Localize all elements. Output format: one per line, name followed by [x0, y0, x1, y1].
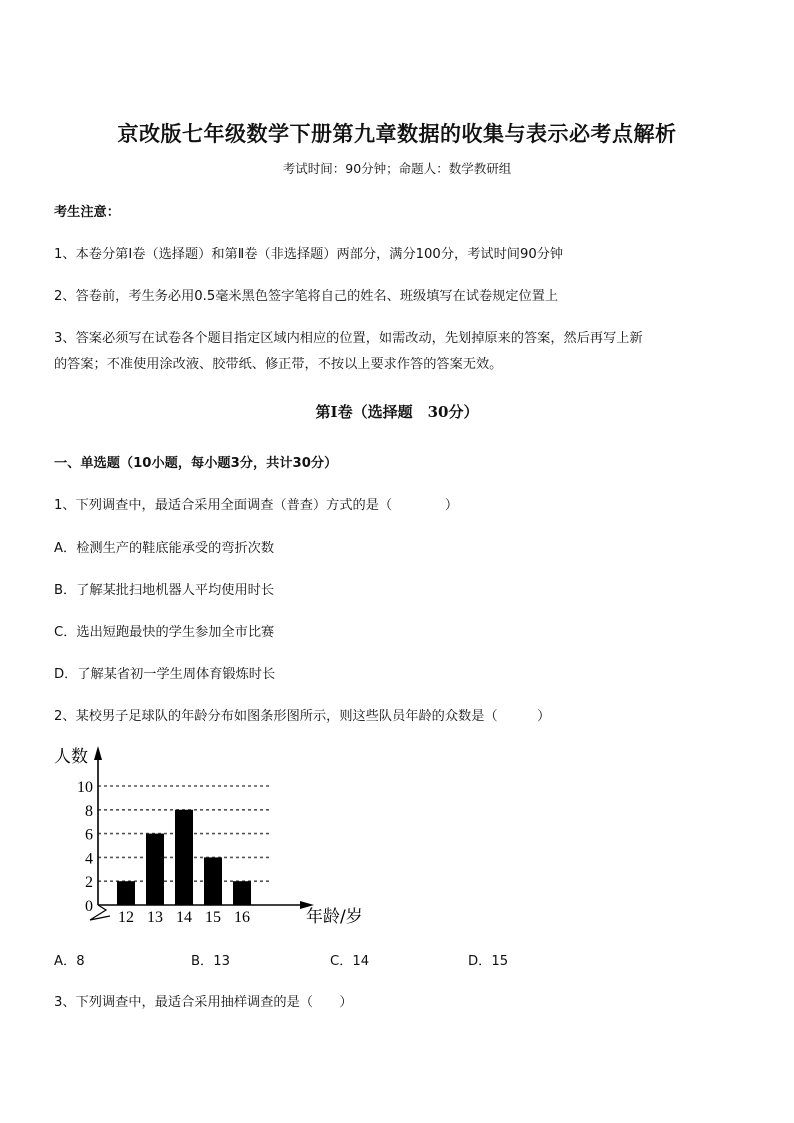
q1-stem: 1、下列调查中，最适合采用全面调查（普查）方式的是（ ）: [54, 498, 459, 513]
notice-heading: 考生注意：: [54, 205, 120, 220]
q2-option-d: D．15: [468, 954, 509, 969]
q3-stem: 3、下列调查中，最适合采用抽样调查的是（ ）: [54, 995, 353, 1010]
exam-title: 京改版七年级数学下册第九章数据的收集与表示必考点解析: [117, 121, 677, 146]
section-heading: 第Ⅰ卷（选择题 30分）: [315, 403, 479, 421]
x-tick-label: 14: [176, 909, 192, 926]
notice-item-3-cont: 的答案；不准使用涂改液、胶带纸、修正带，不按以上要求作答的答案无效。: [54, 357, 503, 372]
axis-break-mark: [90, 905, 110, 920]
part-heading: 一、单选题（10小题，每小题3分，共计30分）: [54, 456, 338, 471]
bar-13: [146, 834, 164, 905]
y-tick-label: 2: [85, 874, 93, 892]
y-tick-label: 8: [85, 802, 93, 820]
exam-subtitle: 考试时间：90分钟；命题人：数学教研组: [282, 161, 512, 176]
bar-15: [204, 857, 222, 905]
y-axis-label: 人数: [54, 747, 88, 767]
x-tick-label: 16: [234, 909, 250, 926]
q2-option-b: B．13: [191, 954, 231, 969]
q2-option-c: C．14: [330, 954, 370, 969]
x-tick-labels: [118, 909, 250, 926]
y-tick-label: 0: [85, 898, 93, 915]
x-tick-label: 13: [147, 909, 163, 926]
q2-stem: 2、某校男子足球队的年龄分布如图条形图所示，则这些队员年龄的众数是（ ）: [54, 709, 551, 724]
q1-option-b: B．了解某批扫地机器人平均使用时长: [54, 583, 275, 598]
x-axis-label: 年龄/岁: [306, 907, 363, 927]
bar-12: [117, 881, 135, 905]
x-tick-label: 12: [118, 909, 134, 926]
bar-16: [233, 881, 251, 905]
age-bar-chart: [50, 738, 380, 933]
y-axis-arrow: [94, 746, 102, 760]
q1-option-c: C．选出短跑最快的学生参加全市比赛: [54, 625, 275, 640]
y-tick-label: 10: [77, 779, 93, 796]
q2-option-a: A．8: [54, 954, 85, 969]
notice-item-2: 2、答卷前，考生务必用0.5毫米黑色签字笔将自己的姓名、班级填写在试卷规定位置上: [54, 289, 559, 304]
y-tick-label: 4: [85, 850, 93, 868]
q1-option-a: A．检测生产的鞋底能承受的弯折次数: [54, 541, 275, 556]
y-tick-label: 6: [85, 826, 93, 844]
q1-option-d: D．了解某省初一学生周体育锻炼时长: [54, 667, 276, 682]
bar-14: [175, 810, 193, 905]
notice-item-3: 3、答案必须写在试卷各个题目指定区域内相应的位置，如需改动，先划掉原来的答案，然后再写上新: [54, 331, 643, 346]
notice-item-1: 1、本卷分第Ⅰ卷（选择题）和第Ⅱ卷（非选择题）两部分，满分100分，考试时间90分钟: [54, 247, 564, 262]
y-tick-labels: [77, 779, 93, 915]
x-tick-label: 15: [205, 909, 221, 926]
